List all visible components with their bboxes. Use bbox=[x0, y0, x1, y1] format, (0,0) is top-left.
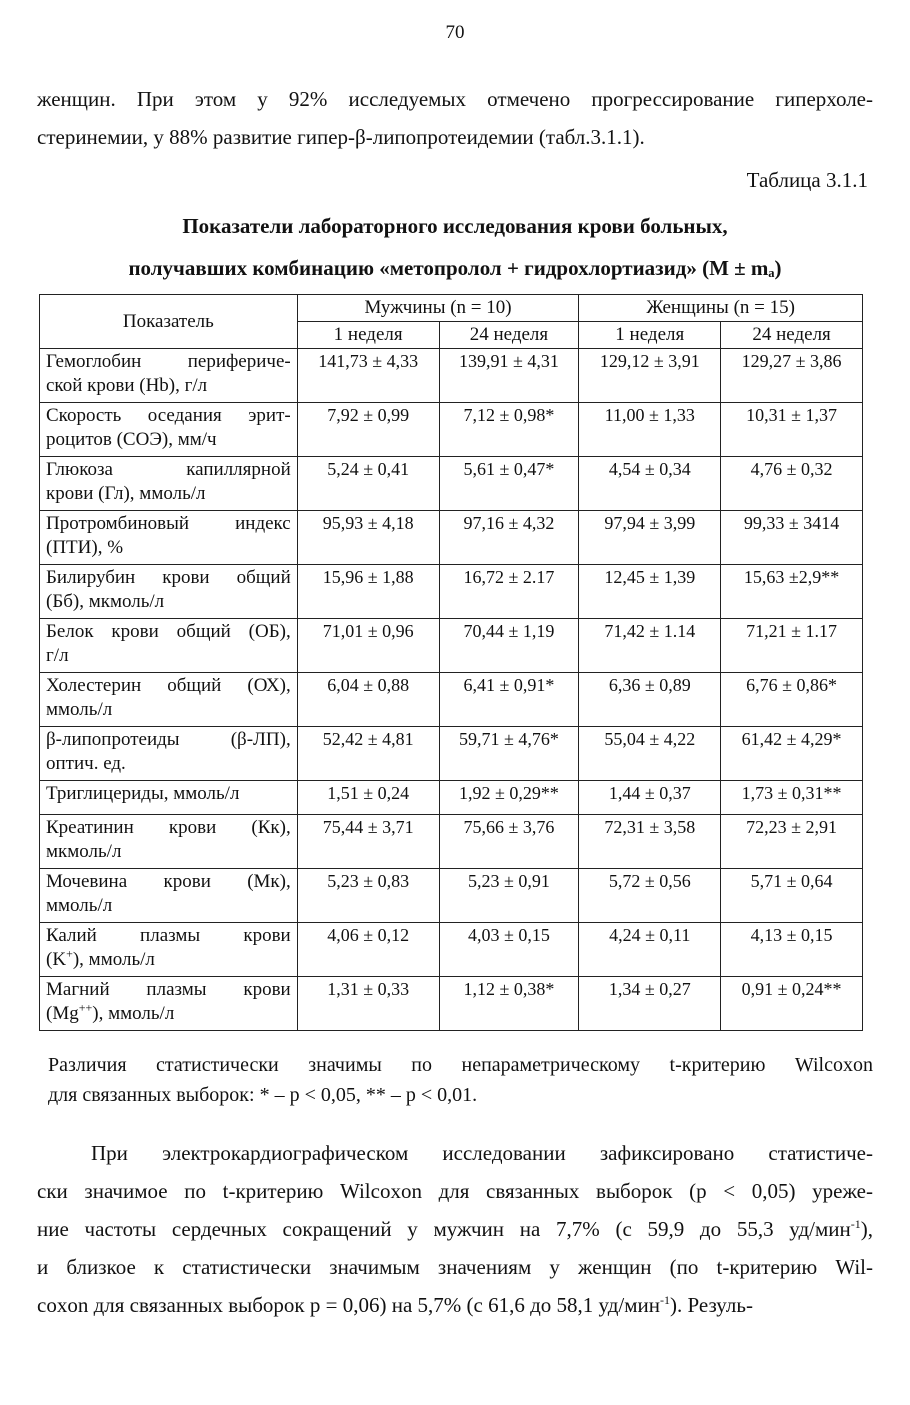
table-row bbox=[40, 403, 863, 457]
value-cell: 6,36 ± 0,89 bbox=[579, 673, 721, 727]
ecg-paragraph bbox=[37, 1134, 873, 1324]
indicator-text: ), ммоль/л bbox=[92, 1003, 175, 1024]
indicator-name-line2: ской крови (Hb), г/л bbox=[46, 375, 208, 396]
header-women: Женщины (n = 15) bbox=[579, 295, 863, 322]
table-row bbox=[40, 977, 863, 1031]
value-cell: 1,31 ± 0,33 bbox=[297, 977, 439, 1031]
value-cell: 7,92 ± 0,99 bbox=[297, 403, 439, 457]
indicator-name-line1: Скорость оседания эрит- bbox=[46, 405, 291, 426]
value-cell: 99,33 ± 3414 bbox=[721, 511, 863, 565]
value-cell: 4,06 ± 0,12 bbox=[297, 923, 439, 977]
value-cell: 11,00 ± 1,33 bbox=[579, 403, 721, 457]
ecg-line bbox=[37, 1210, 873, 1248]
value-cell: 1,12 ± 0,38* bbox=[439, 977, 579, 1031]
ecg-text: coxon для связанных выборок p = 0,06) на 5,7% (с 61,6 до 58,1 уд/мин bbox=[37, 1293, 660, 1317]
indicator-name-line2 bbox=[46, 946, 155, 970]
table-row bbox=[40, 619, 863, 673]
table-row bbox=[40, 781, 863, 815]
note-line: Различия статистически значимы по непараметрическому t-критерию Wilcoxon bbox=[48, 1054, 873, 1076]
value-cell: 15,63 ±2,9** bbox=[721, 565, 863, 619]
value-cell: 0,91 ± 0,24** bbox=[721, 977, 863, 1031]
value-cell: 141,73 ± 4,33 bbox=[297, 349, 439, 403]
value-cell: 10,31 ± 1,37 bbox=[721, 403, 863, 457]
table-row bbox=[40, 457, 863, 511]
value-cell: 75,44 ± 3,71 bbox=[297, 815, 439, 869]
value-cell: 6,76 ± 0,86* bbox=[721, 673, 863, 727]
significance-note bbox=[48, 1050, 873, 1110]
page-number: 70 bbox=[445, 22, 465, 43]
indicator-name-line2: роцитов (СОЭ), мм/ч bbox=[46, 429, 217, 450]
value-cell: 5,23 ± 0,83 bbox=[297, 869, 439, 923]
indicator-text: (Mg bbox=[46, 1003, 79, 1024]
ion-charge-superscript: ++ bbox=[78, 1000, 93, 1015]
lab-results-table bbox=[39, 294, 863, 1031]
indicator-name-line1: Холестерин общий (ОХ), bbox=[46, 675, 291, 696]
value-cell: 1,92 ± 0,29** bbox=[439, 781, 579, 815]
value-cell: 6,04 ± 0,88 bbox=[297, 673, 439, 727]
indicator-name-line2: (ПТИ), % bbox=[46, 537, 124, 558]
value-cell: 72,23 ± 2,91 bbox=[721, 815, 863, 869]
indicator-name-line1: Белок крови общий (ОБ), bbox=[46, 621, 291, 642]
value-cell: 5,24 ± 0,41 bbox=[297, 457, 439, 511]
value-cell: 1,51 ± 0,24 bbox=[297, 781, 439, 815]
indicator-cell bbox=[40, 815, 298, 869]
value-cell: 70,44 ± 1,19 bbox=[439, 619, 579, 673]
indicator-name-line1: Билирубин крови общий bbox=[46, 567, 291, 588]
table-row bbox=[40, 511, 863, 565]
value-cell: 1,44 ± 0,37 bbox=[579, 781, 721, 815]
indicator-name-line2: г/л bbox=[46, 645, 69, 666]
ecg-superscript: -1 bbox=[850, 1217, 861, 1231]
ecg-superscript: -1 bbox=[659, 1293, 670, 1307]
value-cell: 5,23 ± 0,91 bbox=[439, 869, 579, 923]
table-label: Таблица 3.1.1 bbox=[746, 168, 868, 192]
value-cell: 129,12 ± 3,91 bbox=[579, 349, 721, 403]
indicator-name-line1: Магний плазмы крови bbox=[46, 979, 291, 1000]
value-cell: 97,94 ± 3,99 bbox=[579, 511, 721, 565]
value-cell: 4,13 ± 0,15 bbox=[721, 923, 863, 977]
value-cell: 139,91 ± 4,31 bbox=[439, 349, 579, 403]
indicator-name-line1: Глюкоза капиллярной bbox=[46, 459, 291, 480]
intro-line: стеринемии, у 88% развитие гипер-β-липопротеидемии (табл.3.1.1). bbox=[37, 125, 645, 149]
indicator-cell bbox=[40, 349, 298, 403]
indicator-cell bbox=[40, 403, 298, 457]
value-cell: 59,71 ± 4,76* bbox=[439, 727, 579, 781]
value-cell: 1,34 ± 0,27 bbox=[579, 977, 721, 1031]
value-cell: 4,24 ± 0,11 bbox=[579, 923, 721, 977]
value-cell: 6,41 ± 0,91* bbox=[439, 673, 579, 727]
value-cell: 129,27 ± 3,86 bbox=[721, 349, 863, 403]
indicator-name-line1: Протромбиновый индекс bbox=[46, 513, 291, 534]
value-cell: 52,42 ± 4,81 bbox=[297, 727, 439, 781]
value-cell: 15,96 ± 1,88 bbox=[297, 565, 439, 619]
value-cell: 4,54 ± 0,34 bbox=[579, 457, 721, 511]
ecg-text: ние частоты сердечных сокращений у мужчин на 7,7% (с 59,9 до 55,3 уд/мин bbox=[37, 1217, 851, 1241]
table-row bbox=[40, 869, 863, 923]
value-cell: 71,42 ± 1.14 bbox=[579, 619, 721, 673]
indicator-name-line2: крови (Гл), ммоль/л bbox=[46, 483, 206, 504]
value-cell: 71,21 ± 1.17 bbox=[721, 619, 863, 673]
indicator-cell bbox=[40, 673, 298, 727]
indicator-cell bbox=[40, 727, 298, 781]
indicator-name-line2: (Бб), мкмоль/л bbox=[46, 591, 165, 612]
indicator-name-line2 bbox=[46, 1000, 175, 1024]
table-title-continued: получавших комбинацию «метопролол + гидрохлортиазид» (М ± mₐ) bbox=[128, 256, 782, 280]
value-cell: 7,12 ± 0,98* bbox=[439, 403, 579, 457]
header-indicator: Показатель bbox=[40, 295, 298, 349]
value-cell: 61,42 ± 4,29* bbox=[721, 727, 863, 781]
indicator-name-line1: Креатинин крови (Кк), bbox=[46, 817, 291, 838]
indicator-cell bbox=[40, 869, 298, 923]
ecg-line: и близкое к статистически значимым значениям у женщин (по t-критерию Wil- bbox=[37, 1255, 873, 1279]
value-cell: 16,72 ± 2.17 bbox=[439, 565, 579, 619]
table-row bbox=[40, 565, 863, 619]
table-row bbox=[40, 673, 863, 727]
intro-line: женщин. При этом у 92% исследуемых отмечено прогрессирование гиперхоле- bbox=[37, 87, 873, 111]
ecg-line bbox=[37, 1286, 873, 1324]
indicator-cell bbox=[40, 457, 298, 511]
indicator-text: ), ммоль/л bbox=[72, 949, 155, 970]
header-men-week24: 24 неделя bbox=[439, 322, 579, 349]
table-title: Показатели лабораторного исследования крови больных, bbox=[182, 214, 728, 238]
indicator-cell bbox=[40, 619, 298, 673]
value-cell: 72,31 ± 3,58 bbox=[579, 815, 721, 869]
header-men: Мужчины (n = 10) bbox=[297, 295, 579, 322]
ecg-text: ). Резуль- bbox=[669, 1293, 753, 1317]
indicator-cell bbox=[40, 511, 298, 565]
indicator-name-line1: Мочевина крови (Мк), bbox=[46, 871, 291, 892]
value-cell: 5,61 ± 0,47* bbox=[439, 457, 579, 511]
table-row bbox=[40, 923, 863, 977]
ion-charge-superscript: + bbox=[66, 946, 73, 961]
indicator-text: (K bbox=[46, 949, 67, 970]
indicator-cell bbox=[40, 923, 298, 977]
value-cell: 97,16 ± 4,32 bbox=[439, 511, 579, 565]
intro-paragraph bbox=[37, 80, 873, 156]
table-row bbox=[40, 349, 863, 403]
value-cell: 95,93 ± 4,18 bbox=[297, 511, 439, 565]
ecg-line: При электрокардиографическом исследовании зафиксировано статистиче- bbox=[91, 1141, 873, 1165]
value-cell: 71,01 ± 0,96 bbox=[297, 619, 439, 673]
indicator-name-line1: β-липопротеиды (β-ЛП), bbox=[46, 729, 291, 750]
indicator-name-line1: Триглицериды, ммоль/л bbox=[46, 783, 240, 804]
value-cell: 4,76 ± 0,32 bbox=[721, 457, 863, 511]
value-cell: 75,66 ± 3,76 bbox=[439, 815, 579, 869]
header-women-week24: 24 неделя bbox=[721, 322, 863, 349]
header-women-week1: 1 неделя bbox=[579, 322, 721, 349]
ecg-line: ски значимое по t-критерию Wilcoxon для связанных выборок (p < 0,05) уреже- bbox=[37, 1179, 873, 1203]
note-line: для связанных выборок: * – p < 0,05, ** – p < 0,01. bbox=[48, 1084, 478, 1106]
value-cell: 12,45 ± 1,39 bbox=[579, 565, 721, 619]
indicator-name-line2: мкмоль/л bbox=[46, 841, 122, 862]
table-body bbox=[40, 349, 863, 1031]
indicator-name-line2: ммоль/л bbox=[46, 699, 113, 720]
value-cell: 5,72 ± 0,56 bbox=[579, 869, 721, 923]
value-cell: 1,73 ± 0,31** bbox=[721, 781, 863, 815]
table-row bbox=[40, 727, 863, 781]
table-row bbox=[40, 815, 863, 869]
indicator-name-line1: Калий плазмы крови bbox=[46, 925, 291, 946]
value-cell: 4,03 ± 0,15 bbox=[439, 923, 579, 977]
indicator-name-line1: Гемоглобин периферичe- bbox=[46, 351, 291, 372]
indicator-name-line2: ммоль/л bbox=[46, 895, 113, 916]
indicator-cell bbox=[40, 977, 298, 1031]
header-men-week1: 1 неделя bbox=[297, 322, 439, 349]
value-cell: 5,71 ± 0,64 bbox=[721, 869, 863, 923]
indicator-name-line2: оптич. ед. bbox=[46, 753, 126, 774]
value-cell: 55,04 ± 4,22 bbox=[579, 727, 721, 781]
indicator-cell bbox=[40, 781, 298, 815]
ecg-text: ), bbox=[860, 1217, 873, 1241]
indicator-cell bbox=[40, 565, 298, 619]
